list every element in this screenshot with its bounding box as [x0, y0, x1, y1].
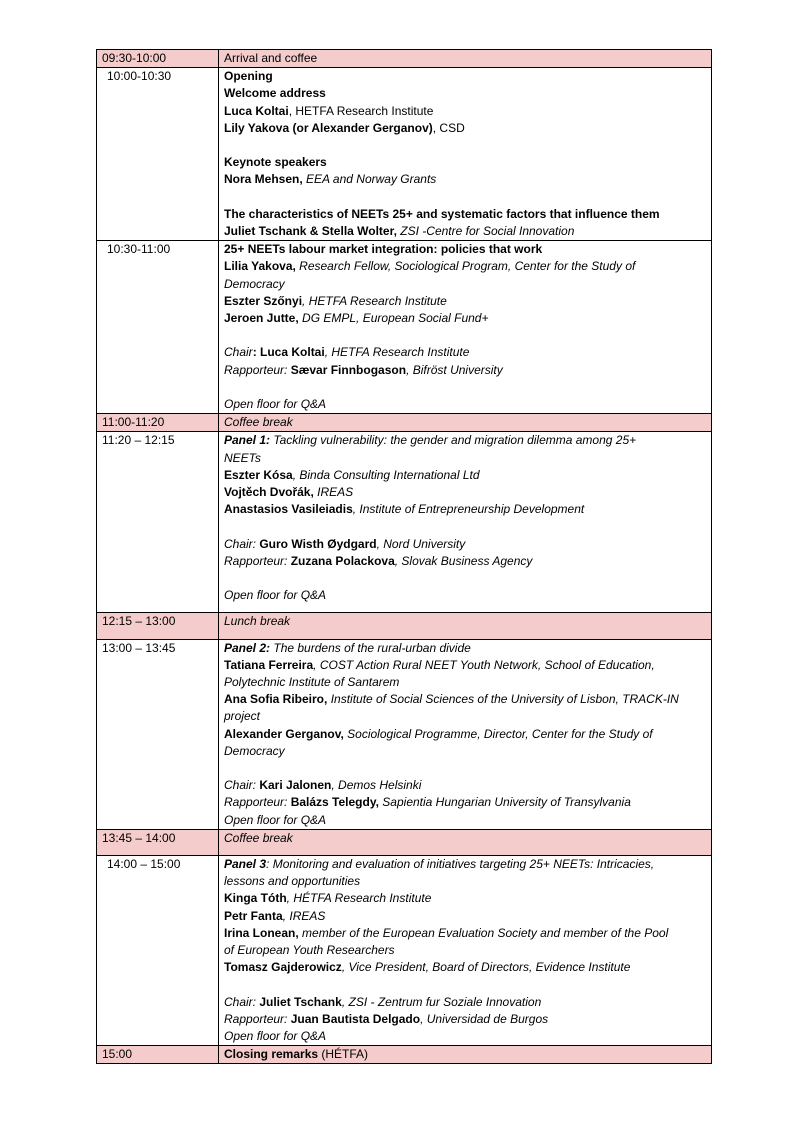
speaker-line-cont: Democracy	[224, 743, 285, 758]
speaker-line: Ana Sofia Ribeiro, Institute of Social Sciences of the University of Lisbon, TRACK-IN	[224, 692, 679, 707]
agenda-table	[96, 49, 712, 1064]
speaker-line: Luca Koltai, HETFA Research Institute	[224, 103, 434, 118]
speaker-line: Anastasios Vasileiadis, Institute of Entrepreneurship Development	[224, 502, 585, 517]
session-cell	[219, 432, 712, 613]
speaker-line-cont: Polytechnic Institute of Santarem	[224, 675, 400, 690]
agenda-row-arrival	[97, 50, 712, 68]
speaker-line: Vojtěch Dvořák, IREAS	[224, 485, 354, 500]
panel-title-cont: lessons and opportunities	[224, 874, 361, 889]
speaker-line: Lily Yakova (or Alexander Gerganov), CSD	[224, 120, 465, 135]
agenda-row-labour-market	[97, 241, 712, 414]
time-cell: 09:30-10:00	[97, 50, 219, 68]
panel-title: Panel 2: The burdens of the rural-urban divide	[224, 640, 471, 655]
session-cell: Lunch break	[219, 613, 712, 639]
speaker-line: Eszter Kósa, Binda Consulting International Ltd	[224, 467, 480, 482]
closing-line: Closing remarks (HÉTFA)	[224, 1047, 369, 1062]
speaker-line: Irina Lonean, member of the European Evaluation Society and member of the Pool	[224, 925, 669, 940]
qa-line: Open floor for Q&A	[224, 397, 327, 411]
rapporteur-line: Rapporteur: Balázs Telegdy, Sapientia Hungarian University of Transylvania	[224, 795, 631, 810]
time-cell: 12:15 – 13:00	[97, 613, 219, 639]
panel-title: Panel 1: Tackling vulnerability: the gender and migration dilemma among 25+	[224, 433, 637, 448]
talk-title: The characteristics of NEETs 25+ and systematic factors that influence them	[224, 206, 660, 221]
speaker-line: Lilia Yakova, Research Fellow, Sociological Program, Center for the Study of	[224, 259, 636, 274]
agenda-row-coffee-1	[97, 414, 712, 432]
speaker-line: Petr Fanta, IREAS	[224, 908, 326, 923]
agenda-row-panel-2	[97, 639, 712, 829]
speaker-line: Eszter Szőnyi, HETFA Research Institute	[224, 293, 447, 308]
qa-line: Open floor for Q&A	[224, 588, 327, 603]
qa-line: Open floor for Q&A	[224, 812, 327, 827]
session-subtitle: Welcome address	[224, 86, 326, 101]
session-cell: Coffee break	[219, 414, 712, 432]
speaker-line: Nora Mehsen, EEA and Norway Grants	[224, 172, 437, 187]
time-cell: 10:30-11:00	[97, 241, 219, 414]
session-cell: Coffee break	[219, 829, 712, 855]
time-cell: 10:00-10:30	[97, 68, 219, 241]
speaker-line-cont: of European Youth Researchers	[224, 943, 395, 958]
speaker-line: Tatiana Ferreira, COST Action Rural NEET Youth Network, School of Education,	[224, 657, 655, 672]
speaker-line: Tomasz Gajderowicz, Vice President, Board of Directors, Evidence Institute	[224, 960, 631, 975]
speaker-line: Juliet Tschank & Stella Wolter, ZSI -Centre for Social Innovation	[224, 224, 575, 238]
chair-line: Chair: Kari Jalonen, Demos Helsinki	[224, 778, 422, 793]
rapporteur-line: Rapporteur: Zuzana Polackova, Slovak Business Agency	[224, 553, 533, 568]
agenda-row-panel-3	[97, 856, 712, 1046]
session-title: 25+ NEETs labour market integration: policies that work	[224, 242, 543, 257]
time-cell: 14:00 – 15:00	[97, 856, 219, 1046]
section-heading: Keynote speakers	[224, 155, 327, 170]
agenda-row-closing	[97, 1046, 712, 1064]
chair-line: Chair: Luca Koltai, HETFA Research Institute	[224, 345, 470, 360]
rapporteur-line: Rapporteur: Juan Bautista Delgado, Universidad de Burgos	[224, 1011, 549, 1026]
panel-title-cont: NEETs	[224, 450, 261, 465]
session-cell	[219, 241, 712, 414]
speaker-line: Alexander Gerganov, Sociological Programme, Director, Center for the Study of	[224, 726, 653, 741]
time-cell: 11:20 – 12:15	[97, 432, 219, 613]
qa-line: Open floor for Q&A	[224, 1029, 327, 1044]
speaker-line-cont: Democracy	[224, 276, 285, 291]
session-cell	[219, 639, 712, 829]
agenda-row-lunch	[97, 613, 712, 639]
speaker-line: Kinga Tóth, HÉTFA Research Institute	[224, 891, 432, 906]
panel-title: Panel 3: Monitoring and evaluation of initiatives targeting 25+ NEETs: Intricacies,	[224, 857, 655, 872]
chair-line: Chair: Guro Wisth Øydgard, Nord University	[224, 536, 466, 551]
session-cell	[219, 1046, 712, 1064]
speaker-line-cont: project	[224, 709, 261, 724]
chair-line: Chair: Juliet Tschank, ZSI - Zentrum fur Soziale Innovation	[224, 994, 542, 1009]
agenda-row-opening	[97, 68, 712, 241]
agenda-row-panel-1	[97, 432, 712, 613]
time-cell: 13:45 – 14:00	[97, 829, 219, 855]
time-cell: 11:00-11:20	[97, 414, 219, 432]
time-cell: 15:00	[97, 1046, 219, 1064]
session-cell	[219, 68, 712, 241]
speaker-line: Jeroen Jutte, DG EMPL, European Social Fund+	[224, 311, 489, 326]
session-cell	[219, 856, 712, 1046]
session-title: Opening	[224, 69, 273, 84]
rapporteur-line: Rapporteur: Sævar Finnbogason, Bifröst University	[224, 362, 503, 377]
agenda-row-coffee-2	[97, 829, 712, 855]
session-cell: Arrival and coffee	[219, 50, 712, 68]
time-cell: 13:00 – 13:45	[97, 639, 219, 829]
